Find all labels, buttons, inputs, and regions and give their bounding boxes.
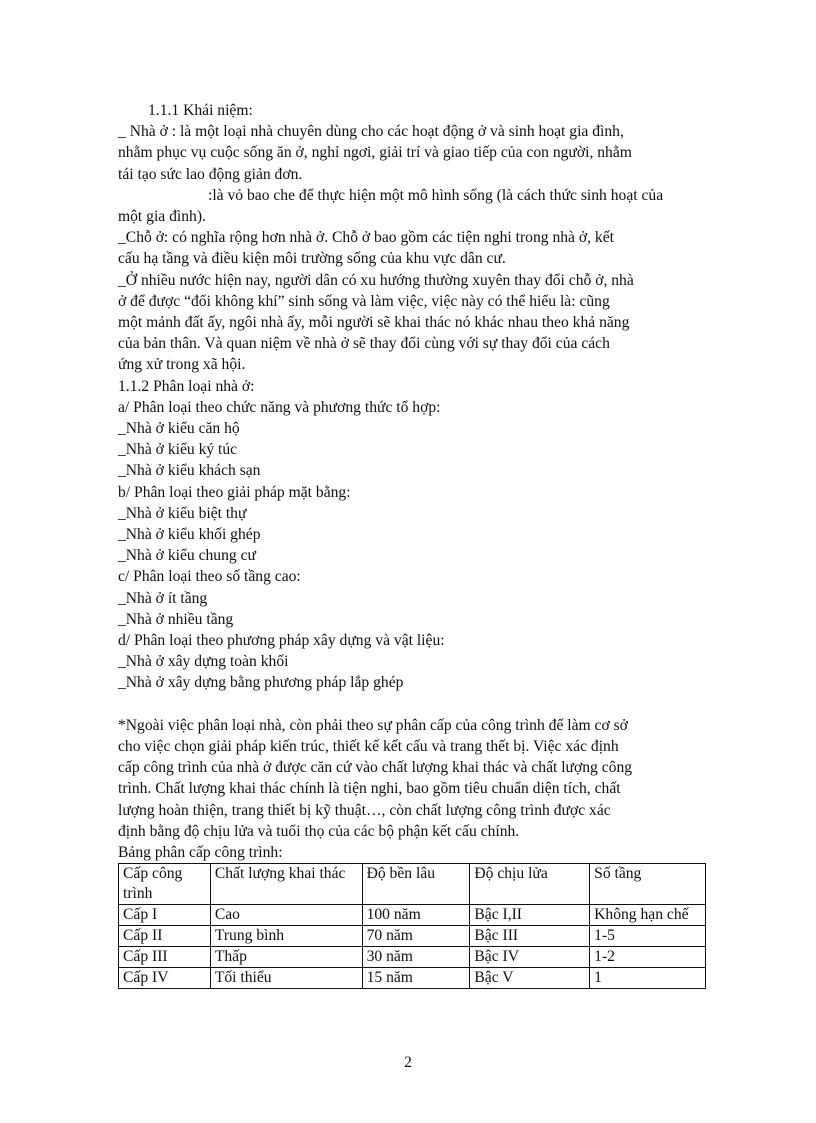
table-cell: 1-5 — [590, 926, 706, 947]
classification-group-title: c/ Phân loại theo số tầng cao: — [118, 568, 301, 586]
concept-paragraph-line: _Chỗ ở: có nghĩa rộng hơn nhà ở. Chỗ ở bao gồm các tiện nghi trong nhà ở, kết — [118, 229, 614, 247]
concept-paragraph-line: nhằm phục vụ cuộc sống ăn ở, nghỉ ngơi, giải trí và giao tiếp của con người, nhằm — [118, 144, 632, 162]
page-number: 2 — [404, 1054, 412, 1071]
table-cell: Cấp I — [119, 905, 211, 926]
table-row — [119, 926, 706, 947]
table-cell: 1 — [590, 968, 706, 989]
table-header-cell: Số tầng — [590, 864, 706, 905]
table-row — [119, 947, 706, 968]
table-cell: Cao — [210, 905, 362, 926]
classification-heading: 1.1.2 Phân loại nhà ở: — [118, 377, 255, 395]
classification-list-item: _Nhà ở xây dựng toàn khối — [118, 653, 289, 671]
table-cell: 30 năm — [362, 947, 470, 968]
classification-list-item: _Nhà ở kiểu ký túc — [118, 441, 238, 459]
table-cell: Bậc I,II — [470, 905, 590, 926]
note-paragraph-line: lượng hoàn thiện, trang thiết bị kỹ thuật…, còn chất lượng công trình được xác — [118, 801, 611, 819]
classification-list-item: _Nhà ở nhiều tầng — [118, 610, 234, 628]
table-cell: Bậc IV — [470, 947, 590, 968]
table-row — [119, 905, 706, 926]
concept-paragraph-line: một gia đình). — [118, 208, 206, 226]
table-cell: Bậc V — [470, 968, 590, 989]
concept-paragraph-line: một mảnh đất ấy, ngôi nhà ấy, mỗi người sẽ khai thác nó khác nhau theo khả năng — [118, 314, 630, 332]
concept-paragraph-line: :là vỏ bao che để thực hiện một mô hình sống (là cách thức sinh hoạt của — [208, 186, 664, 204]
table-cell: Không hạn chế — [590, 905, 706, 926]
classification-list-item: _Nhà ở kiểu căn hộ — [118, 420, 240, 438]
concept-heading: 1.1.1 Khái niệm: — [148, 102, 253, 119]
concept-paragraph-line: ứng xử trong xã hội. — [118, 356, 246, 374]
note-paragraph-line: cho việc chọn giải pháp kiến trúc, thiết kế kết cấu và trang thết bị. Việc xác định — [118, 738, 619, 756]
note-paragraph-line: định bằng độ chịu lửa và tuổi thọ của các bộ phận kết cấu chính. — [118, 822, 520, 840]
table-header-cell: Chất lượng khai thác — [210, 864, 362, 905]
note-paragraph-line: trình. Chất lượng khai thác chính là tiện nghi, bao gồm tiêu chuẩn diện tích, chất — [118, 780, 621, 798]
table-cell: 1-2 — [590, 947, 706, 968]
classification-list-item: _Nhà ở xây dựng bằng phương pháp lắp ghép — [118, 674, 404, 692]
table-cell: Cấp IV — [119, 968, 211, 989]
table-cell: Thấp — [210, 947, 362, 968]
classification-list-item: _Nhà ở kiểu biệt thự — [118, 504, 247, 522]
table-cell: Cấp II — [119, 926, 211, 947]
concept-paragraph-line: tái tạo sức lao động giản đơn. — [118, 165, 303, 183]
classification-list-item: _Nhà ở ít tầng — [118, 589, 208, 607]
classification-group-title: a/ Phân loại theo chức năng và phương thức tổ hợp: — [118, 398, 441, 416]
table-row — [119, 968, 706, 989]
table-cell: 15 năm — [362, 968, 470, 989]
note-paragraph-line: *Ngoài việc phân loại nhà, còn phải theo sự phân cấp của công trình để làm cơ sở — [118, 716, 628, 734]
table-cell: 70 năm — [362, 926, 470, 947]
classification-list-item: _Nhà ở kiểu khối ghép — [118, 526, 261, 544]
table-cell: 100 năm — [362, 905, 470, 926]
table-header-cell: Độ chịu lửa — [470, 864, 590, 905]
classification-list-item: _Nhà ở kiểu khách sạn — [118, 462, 261, 480]
concept-paragraph-line: ở để được “đổi không khí” sinh sống và làm việc, việc này có thể hiểu là: cũng — [118, 292, 610, 310]
table-cell: Tối thiểu — [210, 968, 362, 989]
concept-paragraph-line: _Ở nhiều nước hiện nay, người dân có xu hướng thường xuyên thay đổi chỗ ở, nhà — [118, 271, 634, 289]
table-cell: Bậc III — [470, 926, 590, 947]
table-header-cell: Độ bền lâu — [362, 864, 470, 905]
concept-paragraph-line: _ Nhà ở : là một loại nhà chuyên dùng cho các hoạt động ở và sinh hoạt gia đình, — [118, 123, 624, 141]
table-cell: Trung bình — [210, 926, 362, 947]
concept-paragraph-line: cấu hạ tầng và điều kiện môi trường sống của khu vực dân cư. — [118, 250, 506, 268]
concept-paragraph-line: của bản thân. Và quan niệm về nhà ở sẽ thay đổi cùng với sự thay đổi của cách — [118, 335, 610, 353]
note-paragraph-line: cấp công trình của nhà ở được căn cứ vào chất lượng khai thác và chất lượng công — [118, 759, 633, 777]
classification-group-title: d/ Phân loại theo phương pháp xây dựng và vật liệu: — [118, 632, 445, 650]
paragraph-spacer — [118, 694, 718, 715]
document-page — [118, 100, 718, 989]
table-header-cell: Cấp công trình — [119, 864, 211, 905]
table-header-row — [119, 864, 706, 905]
table-cell: Cấp III — [119, 947, 211, 968]
classification-list-item: _Nhà ở kiểu chung cư — [118, 547, 256, 565]
table-caption: Bảng phân cấp công trình: — [118, 844, 283, 862]
classification-group-title: b/ Phân loại theo giải pháp mặt bằng: — [118, 483, 351, 501]
building-grade-table — [118, 863, 706, 989]
